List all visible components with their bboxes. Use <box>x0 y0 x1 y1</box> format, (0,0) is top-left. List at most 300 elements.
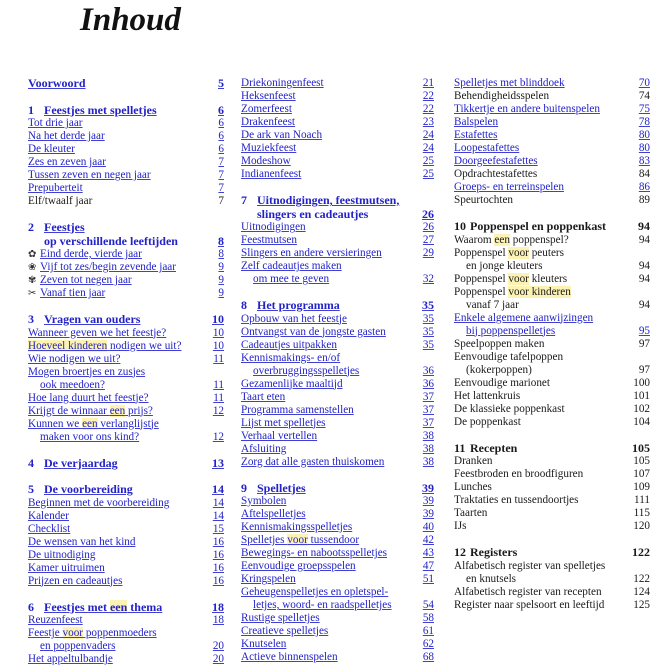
toc-entry[interactable] <box>28 248 224 261</box>
toc-chapter-heading[interactable] <box>28 457 224 471</box>
toc-entry[interactable] <box>28 549 224 562</box>
toc-chapter-heading[interactable] <box>28 483 224 497</box>
toc-entry-title: Prijzen en cadeautjes <box>28 574 123 587</box>
toc-entry[interactable] <box>241 339 434 352</box>
toc-entry-title: Rustige spelletjes <box>241 612 320 624</box>
toc-entry-title: Tussen zeven en negen jaar <box>28 169 151 181</box>
toc-entry[interactable] <box>28 274 224 287</box>
toc-entry-title: 11 Recepten <box>454 440 518 455</box>
toc-page-number: 74 <box>638 90 650 102</box>
toc-entry-continuation: en poppenvaders <box>40 640 116 652</box>
toc-page-number: 40 <box>422 521 434 533</box>
toc-entry-title: Drakenfeest <box>241 116 296 128</box>
toc-entry[interactable] <box>241 234 434 247</box>
toc-entry-title: Speurtochten <box>454 194 514 206</box>
toc-page-number: 15 <box>212 522 224 535</box>
toc-column-3 <box>454 77 650 612</box>
toc-page-number: 122 <box>633 572 650 585</box>
toc-entry[interactable] <box>28 130 224 143</box>
toc-entry-title: Eenvoudige groepsspelen <box>241 560 356 572</box>
page-title: Inhoud <box>80 2 181 38</box>
toc-entry[interactable] <box>241 495 434 508</box>
toc-entry[interactable] <box>241 352 434 378</box>
toc-page-number: 51 <box>422 573 434 585</box>
toc-page-number: 94 <box>638 259 650 272</box>
toc-page-number: 22 <box>422 103 434 115</box>
toc-page-number: 14 <box>212 509 224 522</box>
toc-page-number: 14 <box>212 482 224 496</box>
toc-entry[interactable] <box>28 562 224 575</box>
toc-page-number: 120 <box>633 520 650 532</box>
toc-entry-title: Taart eten <box>241 390 286 403</box>
toc-page-number: 20 <box>212 640 224 652</box>
toc-page-number: 97 <box>638 337 650 350</box>
toc-entry[interactable] <box>454 312 650 338</box>
chapter-number: 10 <box>454 219 466 233</box>
toc-entry[interactable] <box>454 77 650 90</box>
toc-entry <box>454 234 650 247</box>
chapter-number: 5 <box>28 482 34 496</box>
toc-page-number: 7 <box>218 156 224 168</box>
toc-entry[interactable] <box>28 169 224 182</box>
toc-page-number: 80 <box>638 129 650 141</box>
toc-page-number: 37 <box>422 403 434 416</box>
toc-entry-title: Enkele algemene aanwijzingen bij poppenspelletjes <box>454 312 632 338</box>
toc-chapter-heading[interactable] <box>28 77 224 91</box>
toc-entry-title: Kennismakingsspelletjes <box>241 521 353 533</box>
toc-entry-title: De wensen van het kind <box>28 535 136 548</box>
toc-entry-title: Taarten <box>454 507 488 519</box>
toc-page-number: 42 <box>422 534 434 546</box>
toc-entry <box>454 273 650 286</box>
toc-entry[interactable] <box>28 143 224 156</box>
toc-page-number: 5 <box>218 76 224 90</box>
toc-entry[interactable] <box>241 573 434 586</box>
toc-page-number: 9 <box>218 261 224 273</box>
toc-page-number: 7 <box>218 169 224 181</box>
chapter-number: 4 <box>28 455 34 470</box>
toc-page-number: 102 <box>633 402 650 415</box>
toc-chapter-heading[interactable] <box>28 104 224 118</box>
toc-entry-title: Alfabetisch register van spelletjes en knutsels <box>454 560 629 586</box>
toc-entry[interactable] <box>241 417 434 430</box>
toc-entry[interactable] <box>241 168 434 181</box>
toc-entry-continuation: ook meedoen? <box>40 378 105 391</box>
toc-entry-title: Register naar spelsoort en leeftijd <box>454 598 605 611</box>
toc-page-number: 97 <box>638 363 650 376</box>
toc-chapter-heading[interactable] <box>28 221 224 248</box>
toc-entry <box>454 338 650 351</box>
toc-entry-title: Checklist <box>28 522 71 535</box>
toc-entry <box>454 416 650 429</box>
toc-entry[interactable] <box>241 247 434 260</box>
toc-entry-title: 4 De verjaardag <box>28 455 118 470</box>
toc-entry[interactable] <box>28 261 224 274</box>
toc-entry-title: 12 Registers <box>454 545 518 559</box>
toc-page-number: 104 <box>633 415 650 428</box>
toc-entry[interactable] <box>28 156 224 169</box>
toc-entry-title: 8 Het programma <box>241 298 340 312</box>
toc-entry[interactable] <box>28 340 224 353</box>
toc-entry <box>454 468 650 481</box>
toc-page-number: 111 <box>634 494 650 506</box>
toc-chapter-heading <box>454 442 650 456</box>
toc-entry[interactable] <box>28 418 224 444</box>
toc-page-number: 11 <box>213 378 224 391</box>
toc-entry[interactable] <box>28 353 224 366</box>
toc-entry <box>454 377 650 390</box>
toc-page-number: 47 <box>422 560 434 572</box>
toc-page-number: 18 <box>212 599 224 614</box>
toc-page-number: 105 <box>632 440 650 455</box>
toc-page-number: 78 <box>638 116 650 128</box>
chapter-number: 11 <box>454 440 466 455</box>
toc-entry <box>454 90 650 103</box>
toc-entry-continuation: en jonge kleuters <box>466 259 543 272</box>
toc-entry[interactable] <box>241 155 434 168</box>
toc-page-number: 39 <box>422 480 434 495</box>
toc-entry-title: Opdrachtestafettes <box>454 168 538 180</box>
toc-page-number: 39 <box>422 495 434 507</box>
toc-entry[interactable] <box>241 625 434 638</box>
toc-entry-title: 9 Spelletjes <box>241 480 306 495</box>
toc-entry[interactable] <box>241 404 434 417</box>
toc-entry-title: 10 Poppenspel en poppenkast <box>454 219 607 233</box>
toc-page-number: 75 <box>638 103 650 115</box>
toc-entry-continuation: maken voor ons kind? <box>40 430 140 443</box>
toc-entry <box>28 195 224 208</box>
toc-entry-title: De poppenkast <box>454 415 521 428</box>
toc-page-number: 16 <box>212 574 224 587</box>
toc-page-number: 83 <box>638 155 650 167</box>
toc-entry-title: Estafettes <box>454 129 498 141</box>
toc-entry[interactable] <box>454 142 650 155</box>
toc-page-number: 16 <box>212 548 224 561</box>
toc-entry-title: Driekoningenfeest <box>241 77 324 89</box>
toc-entry-title: Heksenfeest <box>241 90 296 102</box>
toc-column-2 <box>241 77 434 664</box>
toc-page-number: 125 <box>633 598 650 611</box>
toc-entry-title: Aftelspelletjes <box>241 508 306 520</box>
toc-page-number: 8 <box>218 248 224 260</box>
toc-entry <box>454 481 650 494</box>
toc-page-number: 35 <box>422 312 434 325</box>
toc-page-number: 8 <box>218 233 224 248</box>
toc-page-number: 6 <box>218 117 224 129</box>
toc-entry[interactable] <box>241 508 434 521</box>
toc-page-number: 18 <box>212 614 224 626</box>
toc-entry[interactable] <box>241 430 434 443</box>
toc-entry[interactable] <box>241 378 434 391</box>
toc-entry <box>454 520 650 533</box>
toc-entry[interactable] <box>241 391 434 404</box>
toc-page-number: 7 <box>218 195 224 207</box>
toc-entry-title: De klassieke poppenkast <box>454 402 565 415</box>
toc-entry <box>454 560 650 586</box>
toc-chapter-heading[interactable] <box>28 313 224 327</box>
toc-entry-title: Poppenspel voor kleuters <box>454 272 568 285</box>
toc-entry[interactable] <box>454 103 650 116</box>
toc-entry-continuation: en knutsels <box>466 572 517 585</box>
toc-entry <box>454 403 650 416</box>
toc-entry[interactable] <box>28 182 224 195</box>
toc-page-number: 16 <box>212 561 224 574</box>
toc-page-number: 25 <box>422 168 434 180</box>
toc-entry-title: Lunches <box>454 481 492 493</box>
toc-entry-title: Symbolen <box>241 495 287 507</box>
toc-page-number: 105 <box>633 455 650 467</box>
scissors-icon: ✂ <box>28 288 37 299</box>
toc-entry[interactable] <box>241 129 434 142</box>
toc-entry[interactable] <box>28 627 224 653</box>
toc-entry-title: Zomerfeest <box>241 103 292 115</box>
toc-page-number: 12 <box>212 430 224 443</box>
toc-entry[interactable] <box>241 77 434 90</box>
toc-page-number: 107 <box>633 468 650 480</box>
toc-entry[interactable] <box>28 392 224 405</box>
toc-entry-title: Ontvangst van de jongste gasten <box>241 325 386 338</box>
toc-entry-continuation: letjes, woord- en raadspelletjes <box>253 599 392 611</box>
toc-entry-title: Tikkertje en andere buitenspelen <box>454 103 600 115</box>
toc-entry[interactable] <box>241 521 434 534</box>
toc-page-number: 26 <box>422 221 434 233</box>
toc-chapter-heading[interactable] <box>241 194 434 221</box>
toc-entry[interactable] <box>28 117 224 130</box>
toc-entry <box>454 586 650 599</box>
toc-entry[interactable] <box>454 155 650 168</box>
toc-entry-title: Knutselen <box>241 638 287 650</box>
toc-page-number: 94 <box>638 272 650 285</box>
toc-entry[interactable] <box>241 103 434 116</box>
toc-page-number: 10 <box>212 339 224 352</box>
toc-entry[interactable] <box>241 142 434 155</box>
toc-page-number: 39 <box>422 508 434 520</box>
toc-entry[interactable] <box>28 653 224 666</box>
toc-entry-title: Modeshow <box>241 155 291 167</box>
toc-entry-title: Spelletjes voor tussendoor <box>241 534 360 546</box>
toc-page-number: 9 <box>218 287 224 299</box>
toc-entry[interactable] <box>241 534 434 547</box>
toc-entry[interactable] <box>241 260 434 286</box>
toc-entry <box>454 455 650 468</box>
toc-chapter-heading <box>454 546 650 560</box>
toc-page-number: 35 <box>422 325 434 338</box>
toc-entry-title: 5 De voorbereiding <box>28 482 133 496</box>
toc-entry[interactable] <box>28 575 224 588</box>
toc-page-number: 16 <box>212 535 224 548</box>
toc-page-number: 38 <box>422 455 434 468</box>
toc-entry-title: Tot drie jaar <box>28 117 83 129</box>
toc-entry[interactable] <box>241 456 434 469</box>
toc-page-number: 84 <box>638 168 650 180</box>
toc-entry[interactable] <box>28 510 224 523</box>
toc-entry-title: Uitnodigingen <box>241 221 306 233</box>
chapter-number: 9 <box>241 480 247 495</box>
toc-page-number: 7 <box>218 182 224 194</box>
toc-entry-title: Kalender <box>28 509 69 522</box>
toc-entry[interactable] <box>241 90 434 103</box>
toc-entry-title: Behendigheidsspelen <box>454 90 550 102</box>
toc-entry[interactable] <box>241 586 434 612</box>
toc-page-number: 10 <box>212 312 224 326</box>
toc-page-number: 38 <box>422 442 434 455</box>
toc-page-number: 100 <box>633 376 650 389</box>
toc-chapter-heading <box>454 220 650 234</box>
toc-entry-title: Zorg dat alle gasten thuiskomen <box>241 455 385 468</box>
toc-page-number: 36 <box>422 364 434 377</box>
toc-entry-title: Geheugenspelletjes en opletspel- letjes, woord- en raadspelletjes <box>241 586 416 612</box>
toc-entry[interactable] <box>241 326 434 339</box>
toc-entry[interactable] <box>28 497 224 510</box>
toc-page-number: 37 <box>422 390 434 403</box>
toc-page-number: 9 <box>218 274 224 286</box>
toc-entry <box>454 599 650 612</box>
toc-entry[interactable] <box>28 523 224 536</box>
toc-column-1 <box>28 77 224 666</box>
toc-entry-title: Krijgt de winnaar een prijs? <box>28 404 153 417</box>
toc-entry-title: Spelletjes met blinddoek <box>454 77 565 89</box>
toc-entry[interactable] <box>241 612 434 625</box>
toc-page-number: 35 <box>422 298 434 312</box>
toc-page-number: 25 <box>422 155 434 167</box>
toc-entry <box>454 168 650 181</box>
toc-entry-title: IJs <box>454 520 467 532</box>
toc-entry[interactable] <box>241 651 434 664</box>
toc-entry[interactable] <box>454 116 650 129</box>
toc-entry[interactable] <box>241 221 434 234</box>
toc-entry-title: De kleuter <box>28 143 75 155</box>
toc-entry-title: Speelpoppen maken <box>454 337 545 350</box>
toc-entry-continuation: (kokerpoppen) <box>466 363 532 376</box>
toc-chapter-heading[interactable] <box>241 482 434 496</box>
toc-page-number: 122 <box>632 545 650 559</box>
toc-entry-title: De uitnodiging <box>28 548 96 561</box>
toc-page-number: 14 <box>212 496 224 509</box>
toc-entry[interactable] <box>454 181 650 194</box>
toc-entry-title: Hoe lang duurt het feestje? <box>28 391 149 404</box>
rosette-icon: ✾ <box>28 275 37 286</box>
toc-entry-title: Programma samenstellen <box>241 403 354 416</box>
toc-entry-title: Eenvoudige marionet <box>454 376 550 389</box>
toc-entry-title: Dranken <box>454 455 493 467</box>
toc-page-number: 6 <box>218 143 224 155</box>
toc-entry-title: Feestbroden en broodfiguren <box>454 468 584 480</box>
toc-entry <box>454 507 650 520</box>
toc-page-number: 13 <box>212 455 224 470</box>
toc-chapter-heading[interactable] <box>241 299 434 313</box>
toc-entry[interactable] <box>28 405 224 418</box>
toc-entry-title: Poppenspel voor kinderen vanaf 7 jaar <box>454 286 632 312</box>
toc-entry-continuation: op verschillende leeftijden <box>44 233 178 248</box>
blossom-icon: ❀ <box>28 262 37 273</box>
toc-entry[interactable] <box>28 536 224 549</box>
toc-entry-title: Balspelen <box>454 116 499 128</box>
toc-entry-title: Wanneer geven we het feestje? <box>28 326 167 339</box>
toc-page-number: 32 <box>422 273 434 285</box>
toc-page-number: 54 <box>422 599 434 611</box>
toc-entry[interactable] <box>241 313 434 326</box>
toc-entry-title: ❀ Vijf tot zes/begin zevende jaar <box>28 261 177 273</box>
toc-entry-title: Slingers en andere versieringen <box>241 247 382 259</box>
toc-page-number: 68 <box>422 651 434 663</box>
toc-entry-title: Waarom een poppenspel? <box>454 233 569 246</box>
toc-entry[interactable] <box>241 547 434 560</box>
toc-entry[interactable] <box>241 560 434 573</box>
toc-entry-title: Reuzenfeest <box>28 614 83 626</box>
toc-entry-continuation: slingers en cadeautjes <box>257 206 369 221</box>
toc-entry-title: Indianenfeest <box>241 168 302 180</box>
toc-entry-title: Groeps- en terreinspelen <box>454 181 564 193</box>
toc-entry[interactable] <box>28 327 224 340</box>
toc-entry-title: Feestmutsen <box>241 234 297 246</box>
toc-page-number: 94 <box>638 298 650 311</box>
toc-page-number: 43 <box>422 547 434 559</box>
toc-entry[interactable] <box>241 638 434 651</box>
toc-entry-title: Alfabetisch register van recepten <box>454 585 602 598</box>
toc-entry-title: Traktaties en tussendoortjes <box>454 494 579 506</box>
toc-page-number: 124 <box>633 585 650 598</box>
toc-entry-title: Zes en zeven jaar <box>28 156 106 168</box>
chapter-number: 1 <box>28 102 34 117</box>
toc-page-number: 6 <box>218 130 224 142</box>
toc-entry-title: Het lattenkruis <box>454 389 521 402</box>
toc-entry-title: Opbouw van het feestje <box>241 312 347 325</box>
toc-page-number: 23 <box>422 116 434 128</box>
toc-page-number: 21 <box>422 77 434 89</box>
toc-page-number: 35 <box>422 338 434 351</box>
toc-page-number: 10 <box>212 326 224 339</box>
toc-entry-title: Kunnen we een verlanglijstje maken voor ons kind? <box>28 418 206 444</box>
toc-page-number: 22 <box>422 90 434 102</box>
toc-entry-title: 1 Feestjes met spelletjes <box>28 102 157 117</box>
toc-entry-title: Gezamenlijke maaltijd <box>241 377 343 390</box>
toc-entry-title: De ark van Noach <box>241 129 323 141</box>
toc-entry-title: Kennismakings- en/of overbruggingsspelletjes <box>241 352 416 378</box>
toc-page-number: 89 <box>638 194 650 206</box>
toc-entry-title: ✿ Eind derde, vierde jaar <box>28 248 142 260</box>
chapter-number: 6 <box>28 599 34 614</box>
toc-page-number: 24 <box>422 129 434 141</box>
toc-entry-title: Prepuberteit <box>28 182 83 194</box>
toc-entry[interactable] <box>241 443 434 456</box>
toc-entry-title: Zelf cadeautjes maken om mee te geven <box>241 260 416 286</box>
toc-entry[interactable] <box>241 116 434 129</box>
toc-entry <box>454 247 650 273</box>
toc-entry-title: Poppenspel voor peuters en jonge kleuters <box>454 247 632 273</box>
toc-entry[interactable] <box>28 614 224 627</box>
toc-page-number: 37 <box>422 416 434 429</box>
toc-entry-title: Hoeveel kinderen nodigen we uit? <box>28 339 182 352</box>
toc-page-number: 12 <box>212 404 224 417</box>
toc-entry-title: Verhaal vertellen <box>241 429 318 442</box>
toc-entry-title: Actieve binnenspelen <box>241 651 338 663</box>
toc-page-number: 26 <box>422 206 434 221</box>
toc-entry-title: Wie nodigen we uit? <box>28 352 121 365</box>
toc-entry-title: Eenvoudige tafelpoppen (kokerpoppen) <box>454 351 632 377</box>
toc-entry[interactable] <box>28 366 224 392</box>
toc-page-number: 29 <box>422 247 434 259</box>
toc-entry-title: Loopestafettes <box>454 142 520 154</box>
toc-page-number: 101 <box>633 389 650 402</box>
toc-entry-title: 7 Uitnodigingen, feestmutsen,slingers en cadeautjes <box>241 193 400 221</box>
toc-entry-title: Lijst met spelletjes <box>241 416 326 429</box>
toc-entry-title: 6 Feestjes met een thema <box>28 599 163 614</box>
toc-page-number: 70 <box>638 77 650 89</box>
toc-page-number: 95 <box>638 324 650 337</box>
toc-entry[interactable] <box>28 287 224 300</box>
toc-chapter-heading[interactable] <box>28 601 224 615</box>
toc-entry[interactable] <box>454 129 650 142</box>
